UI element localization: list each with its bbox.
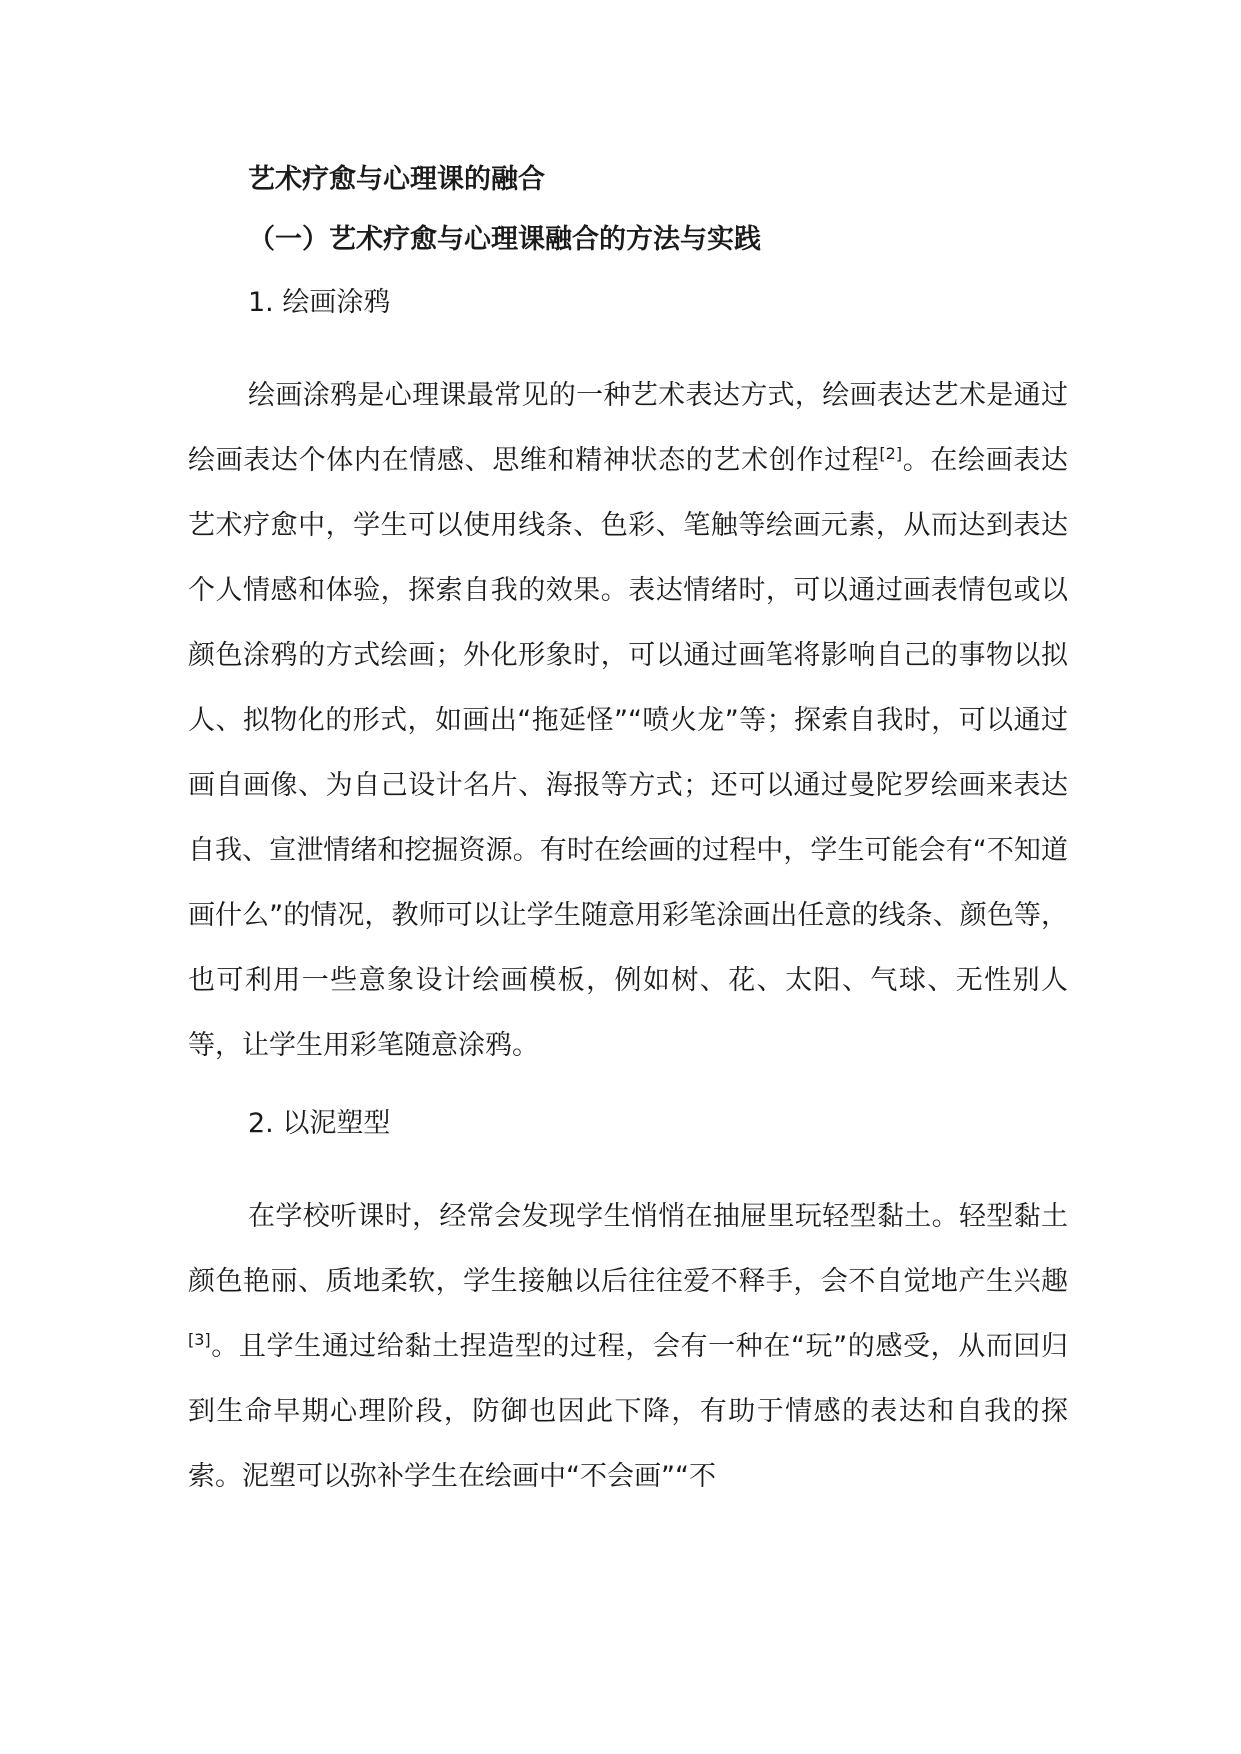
item-2-paragraph	[188, 1184, 1068, 1509]
item-1-paragraph	[188, 363, 1068, 1078]
item-2-paragraph-text-b: 。且学生通过给黏土捏造型的过程，会有一种在“玩”的感受，从而回归到生命早期心理阶段，防御也因此下降，有助于情感的表达和自我的探索。泥塑可以弥补学生在绘画中“不会画”“不	[188, 1331, 1068, 1492]
item-1-title: 1. 绘画涂鸦	[248, 287, 391, 318]
item-2-title: 2. 以泥塑型	[248, 1108, 391, 1139]
section-heading: 艺术疗愈与心理课的融合	[248, 164, 545, 195]
document-body	[188, 160, 1068, 1509]
item-1-paragraph-text-a: 绘画涂鸦是心理课最常见的一种艺术表达方式，绘画表达艺术是通过绘画表达个体内在情感、思维和精神状态的艺术创作过程	[188, 380, 1068, 476]
item-2-paragraph-text-a: 在学校听课时，经常会发现学生悄悄在抽屉里玩轻型黏土。轻型黏土颜色艳丽、质地柔软，学生接触以后往往爱不释手，会不自觉地产生兴趣	[188, 1201, 1068, 1297]
subsection-heading: （一）艺术疗愈与心理课融合的方法与实践	[248, 224, 761, 255]
item-1-paragraph-text-b: 。在绘画表达艺术疗愈中，学生可以使用线条、色彩、笔触等绘画元素，从而达到表达个人情感和体验，探索自我的效果。表达情绪时，可以通过画表情包或以颜色涂鸦的方式绘画；外化形象时，可以通过画笔将影响自己的事物以拟人、拟物化的形式，如画出“拖延怪”“喷火龙”等；探索自我时，可以通过画自画像、为自己设计名片、海报等方式；还可以通过曼陀罗绘画来表达自我、宣泄情绪和挖掘资源。有时在绘画的过程中，学生可能会有“不知道画什么”的情况，教师可以让学生随意用彩笔涂画出任意的线条、颜色等，也可利用一些意象设计绘画模板，例如树、花、太阳、气球、无性别人等，让学生用彩笔随意涂鸦。	[188, 445, 1069, 1061]
citation-2: [2]	[879, 444, 903, 463]
citation-3: [3]	[188, 1330, 211, 1349]
